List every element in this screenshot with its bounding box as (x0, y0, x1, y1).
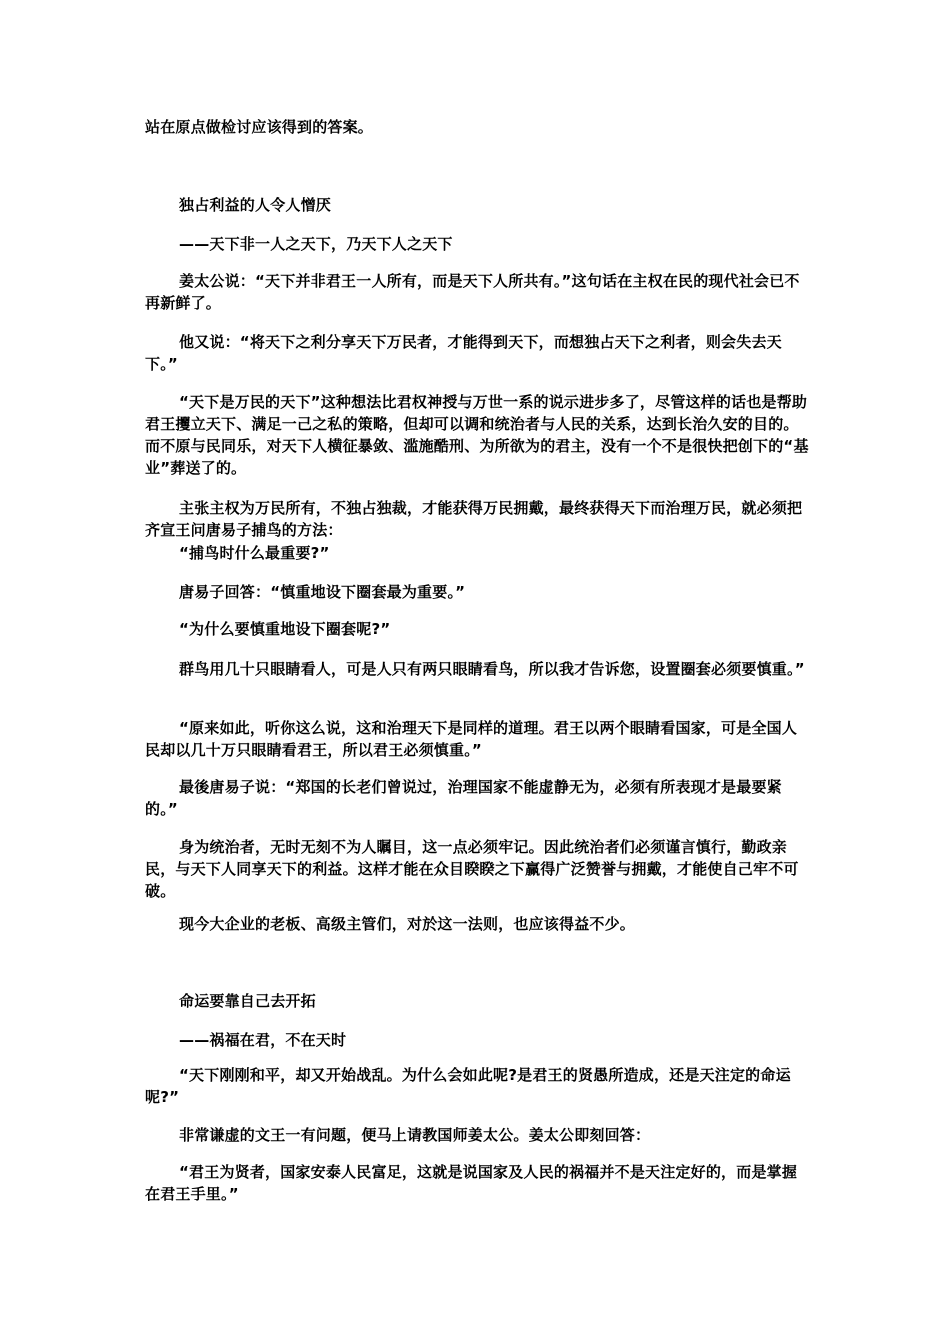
paragraph-16: “君王为贤者，国家安泰人民富足，这就是说国家及人民的祸福并不是天注定好的，而是掌握在君王手里。” (145, 1163, 798, 1203)
paragraph-9: 群鸟用几十只眼睛看人，可是人只有两只眼睛看鸟，所以我才告诉您，设置圈套必须要慎重。” (179, 660, 805, 678)
paragraph-12: 身为统治者，无时无刻不为人瞩目，这一点必须牢记。因此统治者们必须谨言慎行，勤政亲民，与天下人同享天下的利益。这样才能在众目睽睽之下赢得广泛赞誉与拥戴，才能使自己牢不可破。 (145, 838, 799, 900)
section-heading-2: 命运要靠自己去开拓 (179, 992, 316, 1010)
paragraph-14: “天下刚刚和平，却又开始战乱。为什么会如此呢?是君王的贤愚所造成，还是天注定的命运呢?” (145, 1066, 791, 1106)
paragraph-13: 现今大企业的老板、高级主管们，对於这一法则，也应该得益不少。 (179, 915, 636, 933)
paragraph-1: 站在原点做检讨应该得到的答案。 (145, 118, 374, 136)
paragraph-10: “原来如此，听你这么说，这和治理天下是同样的道理。君王以两个眼睛看国家，可是全国人民却以几十万只眼睛看君王，所以君王必须慎重。” (145, 719, 798, 759)
paragraph-7: 唐易子回答：“慎重地设下圈套最为重要。” (179, 583, 466, 601)
paragraph-2: 姜太公说：“天下并非君王一人所有，而是天下人所共有。”这句话在主权在民的现代社会已不再新鲜了。 (145, 272, 800, 312)
section-subheading-2: ——祸福在君，不在天时 (179, 1031, 347, 1049)
section-heading-1: 独占利益的人令人憎厌 (179, 196, 332, 214)
section-subheading-1: ——天下非一人之天下，乃天下人之天下 (179, 235, 453, 253)
paragraph-3: 他又说：“将天下之利分享天下万民者，才能得到天下，而想独占天下之利者，则会失去天下。” (145, 333, 782, 373)
paragraph-4: “天下是万民的天下”这种想法比君权神授与万世一系的说示进步多了，尽管这样的话也是帮助君王攫立天下、满足一己之私的策略，但却可以调和统治者与人民的关系，达到长治久安的目的。而不原与民同乐，对天下人横征暴敛、滥施酷刑、为所欲为的君主，没有一个不是很快把创下的“基业”葬送了的。 (145, 393, 809, 477)
paragraph-15: 非常谦虚的文王一有问题，便马上请教国师姜太公。姜太公即刻回答： (179, 1126, 651, 1144)
paragraph-8: “为什么要慎重地设下圈套呢?” (179, 620, 391, 638)
paragraph-6: “捕鸟时什么最重要?” (179, 544, 330, 562)
paragraph-5: 主张主权为万民所有，不独占独裁，才能获得万民拥戴，最终获得天下而治理万民，就必须把齐宣王问唐易子捕鸟的方法： (145, 499, 803, 539)
paragraph-11: 最後唐易子说：“郑国的长老们曾说过，治理国家不能虚静无为，必须有所表现才是最要紧的。” (145, 778, 782, 818)
